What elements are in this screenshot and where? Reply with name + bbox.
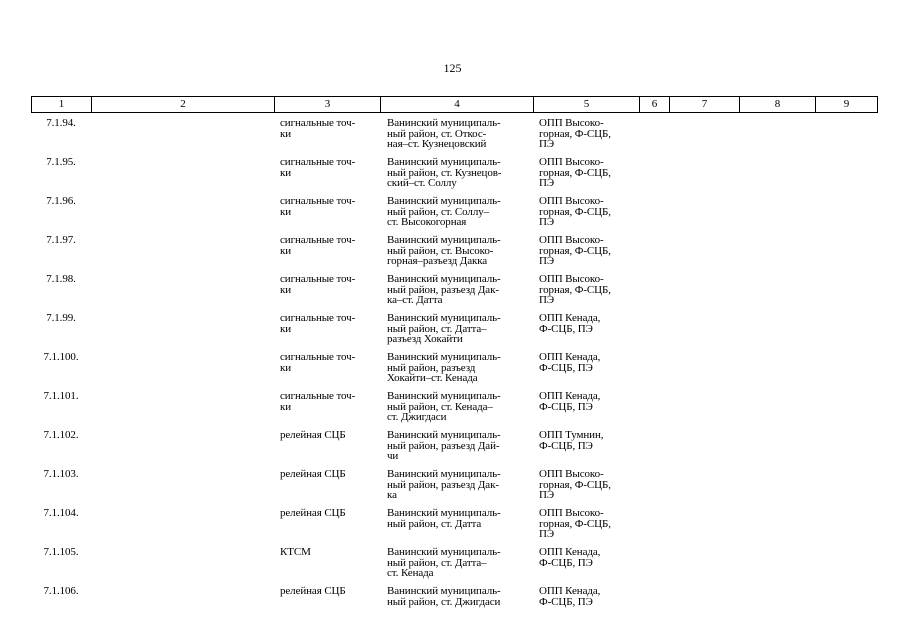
object-type: релейная СЦБ: [280, 429, 346, 441]
column-header: 3: [275, 97, 381, 113]
table-row: [0, 469, 905, 508]
object-type: сигнальные точ- ки: [280, 195, 356, 218]
object-location: Ванинский муниципаль- ный район, ст. Кузнецов- ский–ст. Соллу: [387, 156, 502, 189]
row-number: 7.1.100.: [43, 351, 79, 363]
table-row: [0, 274, 905, 313]
table-row: [0, 352, 905, 391]
table-row: [0, 235, 905, 274]
row-number: 7.1.95.: [46, 156, 76, 168]
object-location: Ванинский муниципаль- ный район, ст. Кенада– ст. Джигдаси: [387, 390, 501, 423]
table-body: [0, 118, 905, 625]
table-row: [0, 313, 905, 352]
object-owner: ОПП Высоко- горная, Ф-СЦБ, ПЭ: [539, 507, 611, 540]
object-location: Ванинский муниципаль- ный район, ст. Датта– ст. Кенада: [387, 546, 501, 579]
object-location: Ванинский муниципаль- ный район, разъезд Хокайти–ст. Кенада: [387, 351, 501, 384]
object-type: сигнальные точ- ки: [280, 117, 356, 140]
object-type: релейная СЦБ: [280, 585, 346, 597]
object-type: сигнальные точ- ки: [280, 234, 356, 257]
table-row: [0, 547, 905, 586]
row-number: 7.1.96.: [46, 195, 76, 207]
column-header: 6: [640, 97, 670, 113]
object-owner: ОПП Кенада, Ф-СЦБ, ПЭ: [539, 390, 601, 413]
row-number: 7.1.99.: [46, 312, 76, 324]
object-owner: ОПП Кенада, Ф-СЦБ, ПЭ: [539, 585, 601, 608]
object-type: сигнальные точ- ки: [280, 273, 356, 296]
table-row: [0, 118, 905, 157]
column-header-row: [32, 97, 878, 113]
column-header: 1: [32, 97, 92, 113]
object-owner: ОПП Высоко- горная, Ф-СЦБ, ПЭ: [539, 468, 611, 501]
row-number: 7.1.101.: [43, 390, 79, 402]
object-type: КТСМ: [280, 546, 311, 558]
object-type: сигнальные точ- ки: [280, 390, 356, 413]
table-row: [0, 508, 905, 547]
object-owner: ОПП Высоко- горная, Ф-СЦБ, ПЭ: [539, 234, 611, 267]
object-location: Ванинский муниципаль- ный район, разъезд Дай- чи: [387, 429, 501, 462]
object-location: Ванинский муниципаль- ный район, ст. Датта: [387, 507, 501, 530]
object-location: Ванинский муниципаль- ный район, ст. Датта– разъезд Хокайти: [387, 312, 501, 345]
object-location: Ванинский муниципаль- ный район, ст. Соллу– ст. Высокогорная: [387, 195, 501, 228]
object-location: Ванинский муниципаль- ный район, ст. Джигдаси: [387, 585, 501, 608]
object-owner: ОПП Высоко- горная, Ф-СЦБ, ПЭ: [539, 117, 611, 150]
column-header: 7: [670, 97, 740, 113]
page-number: 125: [443, 61, 462, 75]
object-type: релейная СЦБ: [280, 468, 346, 480]
object-location: Ванинский муниципаль- ный район, ст. Откос- ная–ст. Кузнецовский: [387, 117, 501, 150]
object-owner: ОПП Тумнин, Ф-СЦБ, ПЭ: [539, 429, 604, 452]
column-header: 4: [381, 97, 534, 113]
object-type: сигнальные точ- ки: [280, 312, 356, 335]
table-row: [0, 196, 905, 235]
row-number: 7.1.103.: [43, 468, 79, 480]
object-location: Ванинский муниципаль- ный район, разъезд Дак- ка: [387, 468, 501, 501]
row-number: 7.1.102.: [43, 429, 79, 441]
object-location: Ванинский муниципаль- ный район, разъезд Дак- ка–ст. Датта: [387, 273, 501, 306]
object-owner: ОПП Кенада, Ф-СЦБ, ПЭ: [539, 546, 601, 569]
object-type: сигнальные точ- ки: [280, 156, 356, 179]
row-number: 7.1.105.: [43, 546, 79, 558]
object-location: Ванинский муниципаль- ный район, ст. Высоко- горная–разъезд Дакка: [387, 234, 501, 267]
object-owner: ОПП Кенада, Ф-СЦБ, ПЭ: [539, 312, 601, 335]
row-number: 7.1.98.: [46, 273, 76, 285]
object-owner: ОПП Высоко- горная, Ф-СЦБ, ПЭ: [539, 195, 611, 228]
row-number: 7.1.97.: [46, 234, 76, 246]
column-header: 8: [740, 97, 816, 113]
row-number: 7.1.104.: [43, 507, 79, 519]
column-header: 2: [92, 97, 275, 113]
object-owner: ОПП Высоко- горная, Ф-СЦБ, ПЭ: [539, 156, 611, 189]
table-row: [0, 586, 905, 625]
object-owner: ОПП Кенада, Ф-СЦБ, ПЭ: [539, 351, 601, 374]
column-header: 5: [534, 97, 640, 113]
object-owner: ОПП Высоко- горная, Ф-СЦБ, ПЭ: [539, 273, 611, 306]
object-type: релейная СЦБ: [280, 507, 346, 519]
row-number: 7.1.106.: [43, 585, 79, 597]
column-header-table: [31, 96, 878, 113]
object-type: сигнальные точ- ки: [280, 351, 356, 374]
table-row: [0, 430, 905, 469]
table-row: [0, 391, 905, 430]
column-header: 9: [816, 97, 878, 113]
row-number: 7.1.94.: [46, 117, 76, 129]
table-row: [0, 157, 905, 196]
